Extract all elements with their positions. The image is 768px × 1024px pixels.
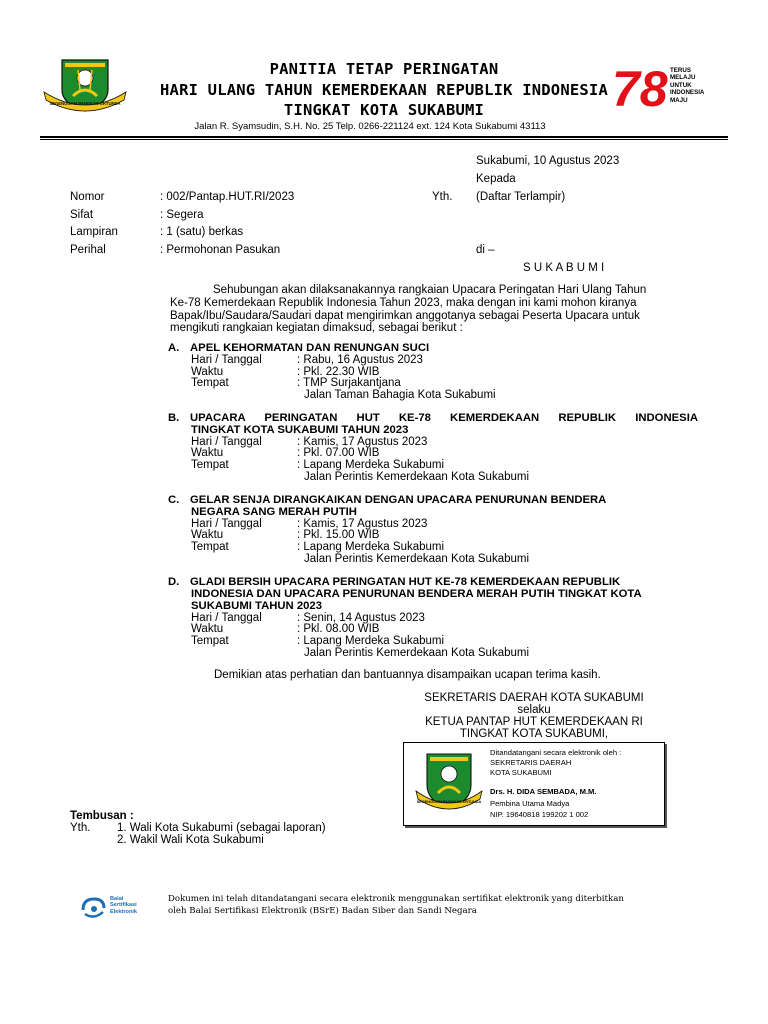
section-d-title-2: INDONESIA DAN UPACARA PENURUNAN BENDERA MERAH PUTIH TINGKAT KOTA	[191, 588, 642, 600]
header-address: Jalan R. Syamsudin, S.H. No. 25 Telp. 0266-221124 ext. 124 Kota Sukabumi 43113	[194, 121, 546, 132]
section-d-place-2: Jalan Perintis Kemerdekaan Kota Sukabumi	[304, 647, 530, 659]
section-a-day: : Rabu, 16 Agustus 2023	[297, 354, 423, 366]
yth-label: Yth.	[432, 191, 453, 203]
footer-line-1: Dokumen ini telah ditandatangani secara elektronik menggunakan sertifikat elektronik yang diterbitkan	[168, 894, 624, 904]
footer-text	[168, 893, 624, 917]
section-b-day: : Kamis, 17 Agustus 2023	[297, 436, 428, 448]
di-label: di –	[476, 244, 495, 256]
section-d-time: : Pkl. 08.00 WIB	[297, 623, 380, 635]
intro-line-2: Ke-78 Kemerdekaan Republik Indonesia Tahun 2023, maka dengan ini kami mohon kiranya	[170, 297, 637, 309]
section-a-time: : Pkl. 22.30 WIB	[297, 366, 380, 378]
e-signature-position-1: SEKRETARIS DAERAH	[490, 758, 572, 767]
section-a-place: : TMP Surjakantjana	[297, 377, 401, 389]
header-divider	[40, 136, 728, 138]
intro-line-1: Sehubungan akan dilaksanakannya rangkaian Upacara Peringatan Hari Ulang Tahun	[213, 284, 647, 296]
section-c-day: : Kamis, 17 Agustus 2023	[297, 518, 428, 530]
bsre-logo	[80, 896, 150, 922]
field-label-sifat: Sifat	[70, 209, 94, 221]
section-a-time-label: Waktu	[191, 366, 224, 378]
section-a-day-label: Hari / Tanggal	[191, 354, 262, 366]
logo-tagline-4: INDONESIA	[670, 89, 705, 97]
section-c-place-label: Tempat	[191, 541, 229, 553]
section-b-title-1: B. UPACARA PERINGATAN HUT KE-78 KEMERDEKAAN REPUBLIK INDONESIA	[168, 412, 698, 424]
svg-text:SEGENGGAM PANGKAS ERTUNDA: SEGENGGAM PANGKAS ERTUNDA	[49, 101, 121, 106]
section-a-place-2: Jalan Taman Bahagia Kota Sukabumi	[304, 389, 496, 401]
logo-tagline-5: MAJU	[670, 96, 688, 104]
recipient: (Daftar Terlampir)	[476, 191, 566, 203]
field-label-nomor: Nomor	[70, 191, 105, 203]
bsre-logo-line-2: Sertifikasi	[110, 902, 137, 909]
svg-text:SEGENGGAM PANGKAS ERTUNDA: SEGENGGAM PANGKAS ERTUNDA	[416, 800, 482, 804]
e-signature-position-2: KOTA SUKABUMI	[490, 768, 552, 777]
bsre-logo-line-3: Elektronik	[110, 908, 138, 915]
section-c-place: : Lapang Merdeka Sukabumi	[297, 541, 445, 553]
section-c-place-2: Jalan Perintis Kemerdekaan Kota Sukabumi	[304, 553, 530, 565]
section-a-place-label: Tempat	[191, 377, 229, 389]
section-b-place: : Lapang Merdeka Sukabumi	[297, 459, 445, 471]
e-signature-emblem	[414, 751, 484, 813]
city-label: S U K A B U M I	[523, 262, 605, 274]
section-c-time-label: Waktu	[191, 529, 224, 541]
header-line-3: TINGKAT KOTA SUKABUMI	[283, 101, 485, 119]
footer-line-2: oleh Balai Sertifikasi Elektronik (BSrE) Badan Siber dan Sandi Negara	[168, 906, 477, 916]
signature-line-4: TINGKAT KOTA SUKABUMI,	[459, 728, 609, 740]
field-value-sifat: : Segera	[160, 209, 204, 221]
section-b-time: : Pkl. 07.00 WIB	[297, 447, 380, 459]
tembusan-item-2: 2. Wakil Wali Kota Sukabumi	[117, 834, 264, 846]
hut-78-logo	[612, 64, 722, 112]
field-label-perihal: Perihal	[70, 244, 106, 256]
section-c-day-label: Hari / Tanggal	[191, 518, 262, 530]
signature-title	[400, 692, 668, 740]
signature-line-2: selaku	[517, 704, 551, 716]
e-signature-box	[403, 742, 665, 826]
section-b-place-2: Jalan Perintis Kemerdekaan Kota Sukabumi	[304, 471, 530, 483]
e-signature-name: Drs. H. DIDA SEMBADA, M.M.	[490, 787, 597, 796]
section-b-title-2: TINGKAT KOTA SUKABUMI TAHUN 2023	[191, 424, 409, 436]
section-d-day-label: Hari / Tanggal	[191, 612, 262, 624]
header-line-2: HARI ULANG TAHUN KEMERDEKAAN REPUBLIK INDONESIA	[160, 81, 608, 99]
section-c-title-2: NEGARA SANG MERAH PUTIH	[191, 506, 357, 518]
section-b-day-label: Hari / Tanggal	[191, 436, 262, 448]
e-signature-nip: NIP. 19640818 199202 1 002	[490, 810, 589, 819]
place-date: Sukabumi, 10 Agustus 2023	[476, 155, 620, 167]
signature-line-1: SEKRETARIS DAERAH KOTA SUKABUMI	[424, 692, 644, 704]
signature-line-3: KETUA PANTAP HUT KEMERDEKAAN RI	[425, 716, 643, 728]
tembusan-item-1: 1. Wali Kota Sukabumi (sebagai laporan)	[117, 822, 326, 834]
field-label-lampiran: Lampiran	[70, 226, 118, 238]
logo-tagline-2: MELAJU	[670, 74, 696, 82]
header-line-1: PANITIA TETAP PERINGATAN	[269, 60, 499, 78]
field-value-lampiran: : 1 (satu) berkas	[160, 226, 244, 238]
section-c-time: : Pkl. 15.00 WIB	[297, 529, 380, 541]
tembusan-yth: Yth.	[70, 822, 91, 834]
section-d-title-1: D. GLADI BERSIH UPACARA PERINGATAN HUT KE-78 KEMERDEKAAN REPUBLIK	[168, 576, 621, 588]
section-c-title-1: C. GELAR SENJA DIRANGKAIKAN DENGAN UPACARA PENURUNAN BENDERA	[168, 494, 607, 506]
section-d-title-3: SUKABUMI TAHUN 2023	[191, 600, 322, 612]
bsre-logo-line-1: Balai	[110, 896, 124, 902]
section-b-time-label: Waktu	[191, 447, 224, 459]
section-d-time-label: Waktu	[191, 623, 224, 635]
field-value-perihal: : Permohonan Pasukan	[160, 244, 281, 256]
e-signature-rank: Pembina Utama Madya	[490, 799, 570, 808]
section-d-place: : Lapang Merdeka Sukabumi	[297, 635, 445, 647]
kepada-label: Kepada	[476, 173, 516, 185]
e-signature-signed-by: Ditandatangani secara elektronik oleh :	[490, 748, 622, 757]
intro-line-3: Bapak/Ibu/Saudara/Saudari dapat mengirimkan anggotanya sebagai Peserta Upacara untuk	[170, 310, 640, 322]
logo-tagline-3: UNTUK	[670, 81, 692, 89]
svg-text:78: 78	[612, 64, 668, 110]
tembusan-label: Tembusan :	[70, 810, 134, 822]
section-a-title: A. APEL KEHORMATAN DAN RENUNGAN SUCI	[168, 342, 430, 354]
field-value-nomor: : 002/Pantap.HUT.RI/2023	[160, 191, 295, 203]
section-b-place-label: Tempat	[191, 459, 229, 471]
closing-text: Demikian atas perhatian dan bantuannya disampaikan ucapan terima kasih.	[214, 669, 601, 681]
section-d-day: : Senin, 14 Agustus 2023	[297, 612, 425, 624]
header-divider-thin	[40, 139, 728, 140]
logo-tagline-1: TERUS	[670, 67, 691, 74]
section-d-place-label: Tempat	[191, 635, 229, 647]
intro-line-4: mengikuti rangkaian kegiatan dimaksud, sebagai berikut :	[170, 322, 463, 334]
